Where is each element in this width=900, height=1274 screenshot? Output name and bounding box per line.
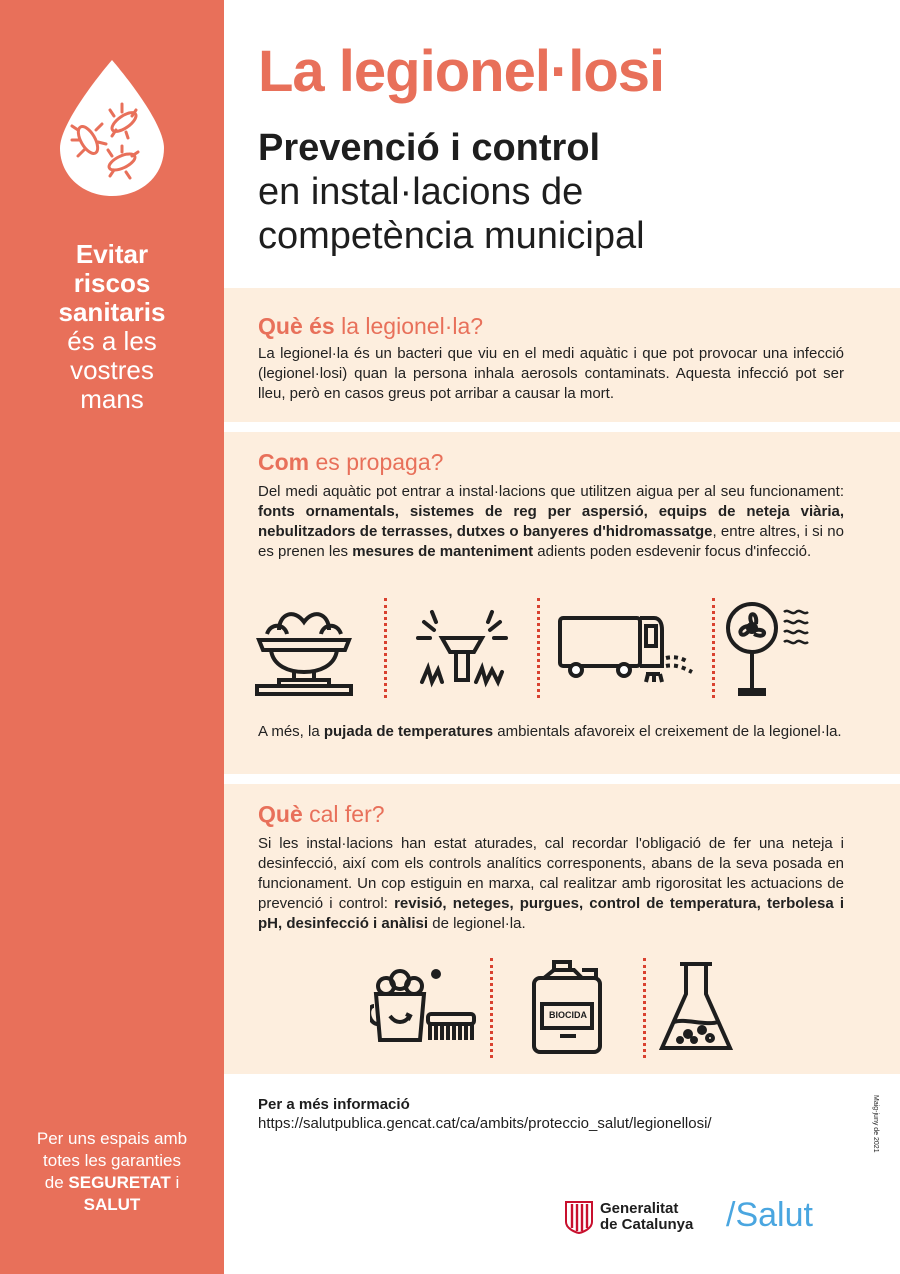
sidebar-footer (0, 1128, 224, 1216)
slogan-line: mans (80, 384, 144, 414)
text-bold: pujada de temperatures (323, 723, 494, 740)
text-part: Si les instal·lacions han estat aturades, cal recordar l'obligació de fer una neteja i desinfecció, així com els controls analítics corresponents, abans de la seva posada en funcionament. Un cop estiguin en marxa, cal realitzar amb rigorositat les actuacions de prevenció i control: (258, 835, 844, 912)
text-bold: revisió, neteges, purgues, control de temperatura, terbolesa i pH, desinfecció i anàlisi (258, 895, 844, 932)
subtitle-line: competència municipal (258, 215, 645, 257)
section-what-is (224, 288, 900, 422)
street-cleaning-truck-icon (540, 598, 712, 698)
slogan-line: riscos (73, 268, 151, 298)
text-part: A més, la (258, 723, 324, 740)
section-what-to-do (224, 784, 900, 1074)
section-heading (258, 800, 385, 828)
generalitat-emblem-icon (564, 1200, 594, 1234)
section-heading (258, 312, 483, 340)
bacteria-water-drop-icon (50, 58, 174, 198)
section-heading (258, 448, 443, 476)
sidebar (0, 0, 224, 1274)
section-text: La legionel·la és un bacteri que viu en el medi aquàtic i que pot provocar una infecció (legionel·losi) quan la persona inhala aerosols contaminats. Aquesta infecció pot ser lleu, però en casos greus pot arribar a causar la mort. (258, 345, 844, 402)
footer-text: de (44, 1173, 69, 1192)
generalitat-text (600, 1201, 693, 1233)
subtitle-line: en instal·lacions de (258, 171, 584, 213)
text-part: de legionel·la. (428, 915, 526, 932)
heading-light: cal fer? (302, 801, 385, 827)
slogan-line: és a les (67, 326, 157, 356)
info-url-link[interactable]: https://salutpublica.gencat.cat/ca/ambits/proteccio_salut/legionellosi/ (258, 1115, 712, 1132)
page-subtitle (258, 126, 878, 258)
misting-fan-icon (715, 598, 825, 698)
heading-bold: Què és (258, 313, 335, 339)
cleaning-bucket-icon (224, 958, 490, 1058)
text-part: , entre altres, i si no es prenen les (258, 523, 844, 560)
text-part: ambientals afavoreix el creixement de la legionel·la. (493, 723, 842, 740)
heading-bold: Què (258, 801, 303, 827)
heading-bold: Com (258, 449, 310, 475)
gen-line: de Catalunya (600, 1216, 694, 1233)
section-text-after (258, 722, 844, 742)
footer-bold: SALUT (83, 1195, 141, 1214)
text-part: Del medi aquàtic pot entrar a instal·lacions que utilitzen aigua per al seu funcionament: (258, 483, 844, 500)
action-icons-row (224, 958, 746, 1058)
heading-light: es propaga? (309, 449, 444, 475)
text-bold: fonts ornamentals, sistemes de reg per aspersió, equips de neteja viària, nebulitzadors de terrasses, dutxes o banyeres d'hidromassatge (258, 503, 844, 540)
subtitle-bold: Prevenció i control (258, 127, 601, 169)
lab-flask-icon (646, 958, 746, 1058)
slogan-line: vostres (70, 355, 154, 385)
info-title: Per a més informació (258, 1096, 410, 1113)
sidebar-slogan (0, 240, 224, 414)
gen-line: Generalitat (600, 1200, 679, 1217)
spread-icons-row (224, 598, 825, 698)
footer-line (0, 1172, 224, 1194)
salut-logo: /Salut (726, 1196, 813, 1234)
footer-line: Per uns espais amb (36, 1129, 188, 1148)
publication-date: Maig-juny de 2021 (872, 1095, 879, 1153)
text-bold: mesures de manteniment (352, 543, 534, 560)
generalitat-logo (564, 1200, 693, 1234)
section-text (258, 834, 844, 934)
footer-bold: SEGURETAT (68, 1173, 171, 1192)
footer-line (0, 1194, 224, 1216)
slogan-line: sanitaris (58, 297, 166, 327)
slogan-line: Evitar (75, 239, 149, 269)
main-content (224, 0, 900, 1274)
sprinkler-icon (387, 598, 537, 698)
footer-line: totes les garanties (43, 1151, 181, 1170)
heading-light: la legionel·la? (334, 313, 484, 339)
section-spread (224, 432, 900, 774)
fountain-icon (224, 598, 384, 698)
biocide-label: BIOCIDA (549, 1010, 587, 1020)
biocide-jerrycan-icon (493, 958, 643, 1058)
footer-text: i (170, 1173, 180, 1192)
text-part: adients poden esdevenir focus d'infecció. (533, 543, 812, 560)
page-title: La legionel·losi (258, 39, 665, 104)
section-text (258, 482, 844, 562)
